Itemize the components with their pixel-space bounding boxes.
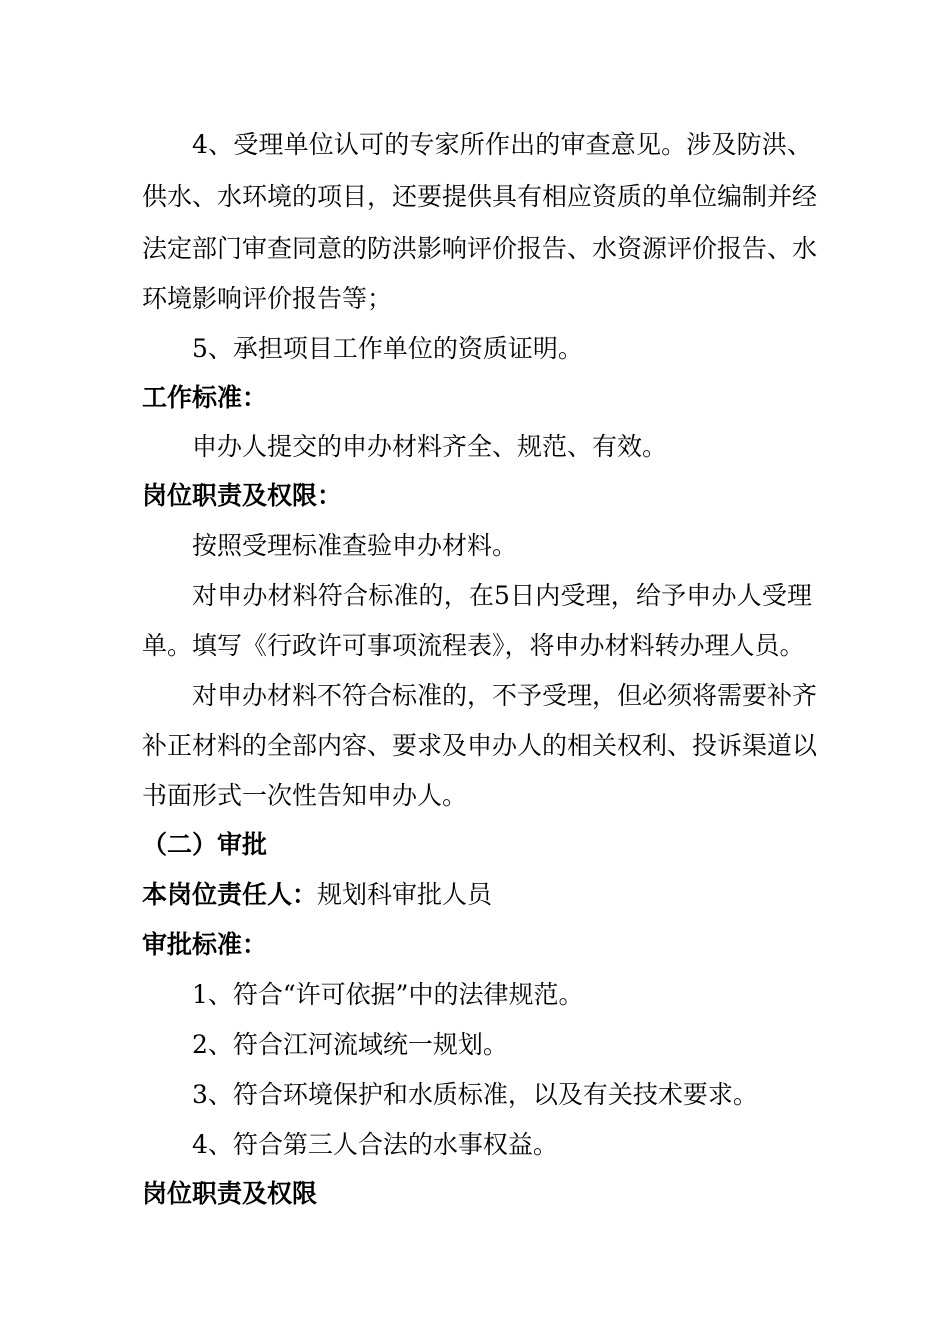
paragraph-line: 补正材料的全部内容、要求及申办人的相关权利、投诉渠道以: [142, 731, 818, 760]
paragraph-line: 对申办材料不符合标准的，不予受理，但必须将需要补齐: [192, 681, 818, 710]
paragraph-line: 环境影响评价报告等；: [142, 284, 393, 313]
paragraph-line: 按照受理标准查验申办材料。: [192, 531, 518, 560]
paragraph-line: 法定部门审查同意的防洪影响评价报告、水资源评价报告、水: [142, 234, 818, 263]
responsible-person-line: [142, 878, 812, 912]
paragraph-line: 对申办材料符合标准的，在5日内受理，给予申办人受理: [192, 581, 812, 610]
list-item: 3、符合环境保护和水质标准，以及有关技术要求。: [192, 1080, 758, 1109]
list-item: 1、符合“许可依据”中的法律规范。: [192, 980, 584, 1009]
list-item: 4、符合第三人合法的水事权益。: [192, 1130, 558, 1159]
section-heading: （二）审批: [142, 830, 268, 859]
section-heading: 岗位职责及权限: [142, 1179, 318, 1208]
section-heading: 岗位职责及权限：: [142, 481, 343, 510]
section-heading: 工作标准：: [142, 383, 268, 412]
paragraph-line: 申办人提交的申办材料齐全、规范、有效。: [192, 432, 668, 461]
paragraph-line: 4、受理单位认可的专家所作出的审查意见。涉及防洪、: [192, 130, 812, 159]
list-item: 2、符合江河流域统一规划。: [192, 1030, 508, 1059]
paragraph-line: 供水、水环境的项目，还要提供具有相应资质的单位编制并经: [142, 182, 818, 211]
paragraph-line: 5、承担项目工作单位的资质证明。: [192, 334, 583, 363]
responsible-person-label: 本岗位责任人：: [142, 880, 318, 909]
section-heading: 审批标准：: [142, 930, 268, 959]
paragraph-line: 单。填写《行政许可事项流程表》，将申办材料转办理人员。: [142, 631, 805, 660]
responsible-person-value: 规划科审批人员: [317, 880, 493, 909]
paragraph-line: 书面形式一次性告知申办人。: [142, 781, 468, 810]
